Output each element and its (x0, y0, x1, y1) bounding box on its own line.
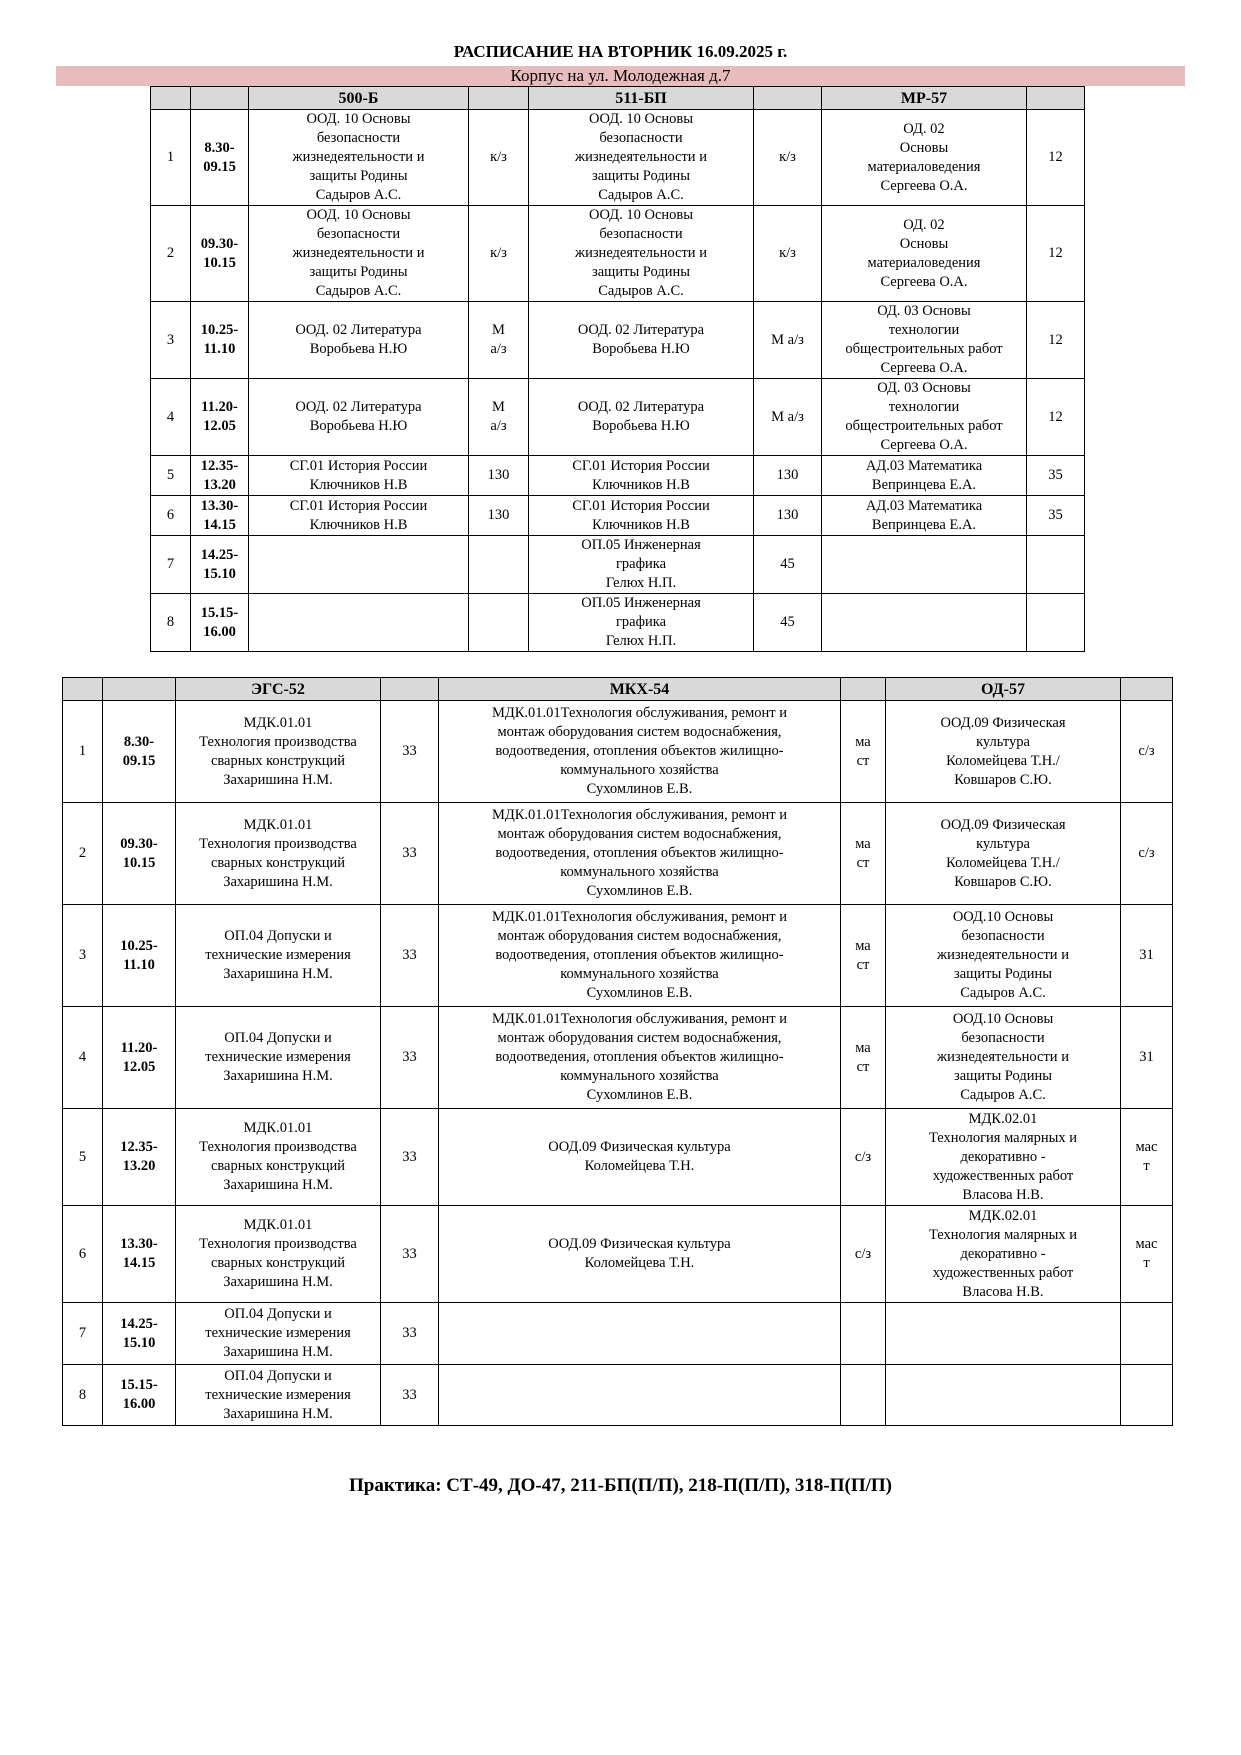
room-cell: 130 (754, 496, 822, 536)
room-cell: 35 (1027, 456, 1085, 496)
room-cell: М а/з (469, 379, 529, 456)
lesson-time: 13.30- 14.15 (191, 496, 249, 536)
lesson-time: 09.30- 10.15 (191, 206, 249, 302)
subject-cell: МДК.01.01 Технология производства сварных конструкций Захаришина Н.М. (176, 1109, 381, 1206)
lesson-number: 1 (151, 110, 191, 206)
room-cell (1121, 1303, 1173, 1365)
lesson-number: 5 (63, 1109, 103, 1206)
subject-cell: МДК.02.01 Технология малярных и декоративно - художественных работ Власова Н.В. (886, 1206, 1121, 1303)
group-header: МКХ-54 (439, 678, 841, 701)
room-cell: ма ст (841, 905, 886, 1007)
table-row (63, 1109, 1173, 1206)
subject-cell: СГ.01 История России Ключников Н.В (249, 456, 469, 496)
lesson-number: 2 (63, 803, 103, 905)
lesson-number: 3 (151, 302, 191, 379)
subject-cell: ОД. 02 Основы материаловедения Сергеева О.А. (822, 206, 1027, 302)
room-cell: с/з (841, 1206, 886, 1303)
room-cell: к/з (754, 110, 822, 206)
lesson-time: 11.20- 12.05 (103, 1007, 176, 1109)
subject-cell: МДК.01.01 Технология производства сварных конструкций Захаришина Н.М. (176, 803, 381, 905)
room-cell: 33 (381, 1206, 439, 1303)
subject-cell: МДК.01.01Технология обслуживания, ремонт и монтаж оборудования систем водоснабжения, водоотведения, отопления объектов жилищно- коммунального хозяйства Сухомлинов Е.В. (439, 1007, 841, 1109)
room-cell: 45 (754, 594, 822, 652)
lesson-number: 2 (151, 206, 191, 302)
subject-cell: МДК.02.01 Технология малярных и декоративно - художественных работ Власова Н.В. (886, 1109, 1121, 1206)
room-cell: 33 (381, 701, 439, 803)
room-cell: к/з (754, 206, 822, 302)
room-cell: ма ст (841, 803, 886, 905)
room-cell: 33 (381, 803, 439, 905)
table-row (151, 110, 1085, 206)
table-row (63, 1365, 1173, 1426)
room-cell (841, 1303, 886, 1365)
lesson-number: 4 (151, 379, 191, 456)
room-cell: с/з (1121, 803, 1173, 905)
room-cell: 12 (1027, 110, 1085, 206)
subject-cell (439, 1303, 841, 1365)
table-row (151, 496, 1085, 536)
schedule-table-1 (150, 86, 1085, 652)
subject-cell (886, 1303, 1121, 1365)
table-row (63, 1007, 1173, 1109)
subject-cell: ООД. 10 Основы безопасности жизнедеятельности и защиты Родины Садыров А.С. (249, 206, 469, 302)
room-cell (1027, 536, 1085, 594)
practice-note: Практика: СТ-49, ДО-47, 211-БП(П/П), 218-П(П/П), 318-П(П/П) (348, 1475, 892, 1496)
subject-cell: МДК.01.01 Технология производства сварных конструкций Захаришина Н.М. (176, 701, 381, 803)
group-header: ЭГС-52 (176, 678, 381, 701)
room-cell: мас т (1121, 1206, 1173, 1303)
room-cell: 35 (1027, 496, 1085, 536)
room-cell (841, 1365, 886, 1426)
room-cell: к/з (469, 206, 529, 302)
room-cell: 130 (469, 496, 529, 536)
table-row (151, 536, 1085, 594)
table-row (63, 803, 1173, 905)
subject-cell: СГ.01 История России Ключников Н.В (529, 456, 754, 496)
subject-cell: ООД. 02 Литература Воробьева Н.Ю (529, 379, 754, 456)
lesson-number: 5 (151, 456, 191, 496)
lesson-number: 4 (63, 1007, 103, 1109)
table-row (63, 1303, 1173, 1365)
table-row (151, 456, 1085, 496)
room-cell: 31 (1121, 905, 1173, 1007)
lesson-number: 8 (63, 1365, 103, 1426)
room-cell: 33 (381, 905, 439, 1007)
subject-cell: ОП.04 Допуски и технические измерения Захаришина Н.М. (176, 905, 381, 1007)
lesson-time: 12.35- 13.20 (103, 1109, 176, 1206)
room-cell: 130 (754, 456, 822, 496)
lesson-number: 6 (151, 496, 191, 536)
subject-cell: ООД. 02 Литература Воробьева Н.Ю (529, 302, 754, 379)
subject-cell: МДК.01.01 Технология производства сварных конструкций Захаришина Н.М. (176, 1206, 381, 1303)
room-cell: М а/з (754, 379, 822, 456)
room-cell: 33 (381, 1365, 439, 1426)
lesson-time: 8.30- 09.15 (191, 110, 249, 206)
lesson-number: 8 (151, 594, 191, 652)
table-row (151, 206, 1085, 302)
room-cell: М а/з (754, 302, 822, 379)
room-cell (1027, 594, 1085, 652)
subject-cell: ОД. 03 Основы технологии общестроительных работ Сергеева О.А. (822, 302, 1027, 379)
subject-cell: МДК.01.01Технология обслуживания, ремонт и монтаж оборудования систем водоснабжения, водоотведения, отопления объектов жилищно- коммунального хозяйства Сухомлинов Е.В. (439, 803, 841, 905)
subject-cell: ООД. 10 Основы безопасности жизнедеятельности и защиты Родины Садыров А.С. (249, 110, 469, 206)
subject-cell: ОП.05 Инженерная графика Гелюх Н.П. (529, 594, 754, 652)
subject-cell (249, 594, 469, 652)
subject-cell: АД.03 Математика Вепринцева Е.А. (822, 456, 1027, 496)
subject-cell: ООД. 10 Основы безопасности жизнедеятельности и защиты Родины Садыров А.С. (529, 110, 754, 206)
group-header: 511-БП (529, 87, 754, 110)
lesson-time: 12.35- 13.20 (191, 456, 249, 496)
lesson-time: 10.25- 11.10 (191, 302, 249, 379)
room-cell: 45 (754, 536, 822, 594)
table-row (63, 701, 1173, 803)
group-header: МР-57 (822, 87, 1027, 110)
lesson-time: 14.25- 15.10 (103, 1303, 176, 1365)
table-row (151, 379, 1085, 456)
subject-cell: ООД.09 Физическая культура Коломейцева Т.Н./ Ковшаров С.Ю. (886, 701, 1121, 803)
subject-cell: ОП.05 Инженерная графика Гелюх Н.П. (529, 536, 754, 594)
lesson-number: 7 (63, 1303, 103, 1365)
subject-cell: СГ.01 История России Ключников Н.В (529, 496, 754, 536)
subject-cell: ОД. 02 Основы материаловедения Сергеева О.А. (822, 110, 1027, 206)
lesson-number: 1 (63, 701, 103, 803)
room-cell: ма ст (841, 1007, 886, 1109)
subject-cell: ООД.09 Физическая культура Коломейцева Т.Н. (439, 1206, 841, 1303)
lesson-time: 8.30- 09.15 (103, 701, 176, 803)
group-header: 500-Б (249, 87, 469, 110)
subject-cell: ООД. 10 Основы безопасности жизнедеятельности и защиты Родины Садыров А.С. (529, 206, 754, 302)
schedule-table-2 (62, 677, 1173, 1426)
room-cell: с/з (1121, 701, 1173, 803)
table-row (63, 905, 1173, 1007)
lesson-time: 09.30- 10.15 (103, 803, 176, 905)
subject-cell: ООД. 02 Литература Воробьева Н.Ю (249, 379, 469, 456)
lesson-time: 14.25- 15.10 (191, 536, 249, 594)
subject-cell: ОД. 03 Основы технологии общестроительных работ Сергеева О.А. (822, 379, 1027, 456)
page-title: РАСПИСАНИЕ НА ВТОРНИК 16.09.2025 г. (453, 42, 788, 61)
lesson-number: 3 (63, 905, 103, 1007)
subject-cell (886, 1365, 1121, 1426)
lesson-number: 7 (151, 536, 191, 594)
lesson-time: 13.30- 14.15 (103, 1206, 176, 1303)
table-row (63, 1206, 1173, 1303)
lesson-time: 11.20- 12.05 (191, 379, 249, 456)
subject-cell: ОП.04 Допуски и технические измерения Захаришина Н.М. (176, 1007, 381, 1109)
room-cell: 31 (1121, 1007, 1173, 1109)
table-header (151, 87, 1085, 110)
table-header (63, 678, 1173, 701)
room-cell (1121, 1365, 1173, 1426)
room-cell: мас т (1121, 1109, 1173, 1206)
lesson-time: 15.15- 16.00 (103, 1365, 176, 1426)
room-cell: 12 (1027, 302, 1085, 379)
subject-cell: ООД.10 Основы безопасности жизнедеятельности и защиты Родины Садыров А.С. (886, 1007, 1121, 1109)
subject-cell: ОП.04 Допуски и технические измерения Захаришина Н.М. (176, 1303, 381, 1365)
room-cell: ма ст (841, 701, 886, 803)
room-cell (469, 536, 529, 594)
subject-cell: ОП.04 Допуски и технические измерения Захаришина Н.М. (176, 1365, 381, 1426)
table-row (151, 594, 1085, 652)
subject-cell: МДК.01.01Технология обслуживания, ремонт и монтаж оборудования систем водоснабжения, водоотведения, отопления объектов жилищно- коммунального хозяйства Сухомлинов Е.В. (439, 905, 841, 1007)
subject-cell (822, 594, 1027, 652)
subject-cell: ООД.09 Физическая культура Коломейцева Т.Н. (439, 1109, 841, 1206)
lesson-number: 6 (63, 1206, 103, 1303)
table-row (151, 302, 1085, 379)
room-cell: М а/з (469, 302, 529, 379)
room-cell: 12 (1027, 379, 1085, 456)
room-cell: 12 (1027, 206, 1085, 302)
room-cell: 33 (381, 1109, 439, 1206)
group-header: ОД-57 (886, 678, 1121, 701)
subject-cell: ООД. 02 Литература Воробьева Н.Ю (249, 302, 469, 379)
subject-cell: ООД.10 Основы безопасности жизнедеятельности и защиты Родины Садыров А.С. (886, 905, 1121, 1007)
room-cell (469, 594, 529, 652)
room-cell: 130 (469, 456, 529, 496)
subject-cell (249, 536, 469, 594)
building-banner: Корпус на ул. Молодежная д.7 (56, 66, 1185, 86)
room-cell: к/з (469, 110, 529, 206)
subject-cell: ООД.09 Физическая культура Коломейцева Т.Н./ Ковшаров С.Ю. (886, 803, 1121, 905)
subject-cell: АД.03 Математика Вепринцева Е.А. (822, 496, 1027, 536)
subject-cell (439, 1365, 841, 1426)
subject-cell (822, 536, 1027, 594)
lesson-time: 10.25- 11.10 (103, 905, 176, 1007)
subject-cell: СГ.01 История России Ключников Н.В (249, 496, 469, 536)
lesson-time: 15.15- 16.00 (191, 594, 249, 652)
subject-cell: МДК.01.01Технология обслуживания, ремонт и монтаж оборудования систем водоснабжения, водоотведения, отопления объектов жилищно- коммунального хозяйства Сухомлинов Е.В. (439, 701, 841, 803)
room-cell: 33 (381, 1007, 439, 1109)
room-cell: 33 (381, 1303, 439, 1365)
room-cell: с/з (841, 1109, 886, 1206)
